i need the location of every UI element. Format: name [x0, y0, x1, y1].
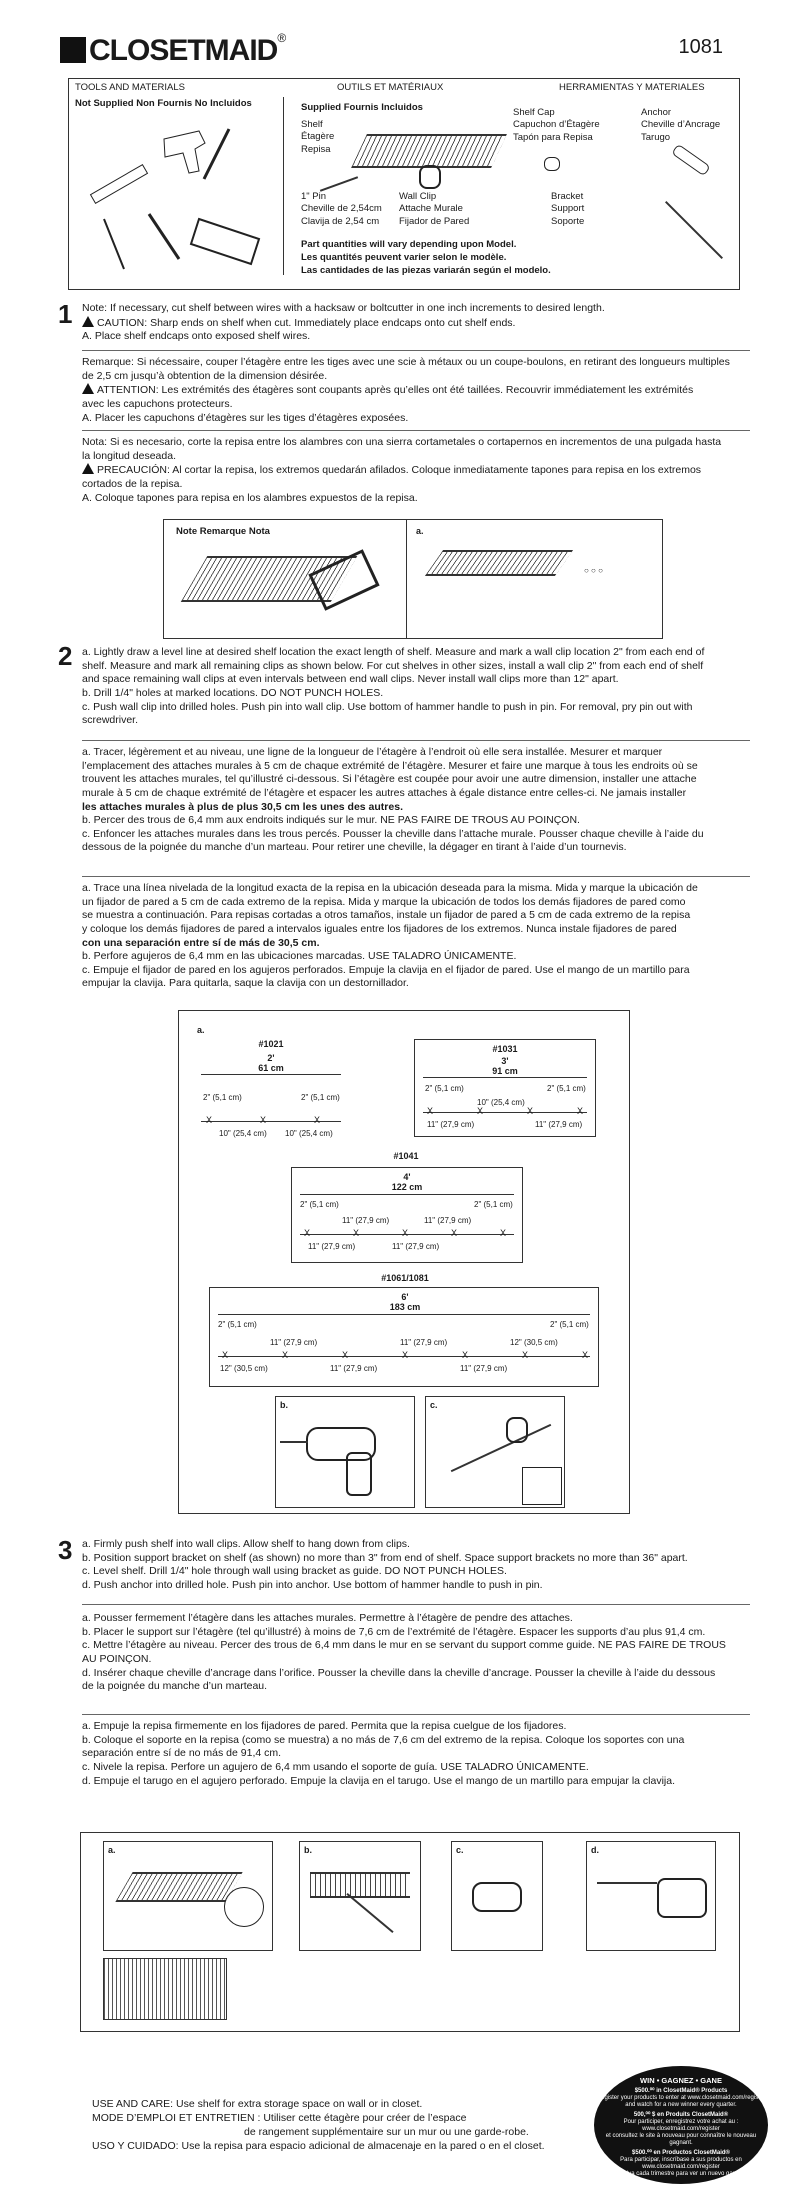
level-icon [91, 165, 148, 204]
step-3-es [82, 1720, 750, 1788]
warning-icon [82, 463, 94, 474]
win-badge [594, 2066, 768, 2184]
step1-en-line: Note: If necessary, cut shelf between wires with a hacksaw or boltcutter in one inch increments to desired length. [82, 302, 605, 314]
step3-es-line: separación entre sí de no más de 91,4 cm. [82, 1747, 282, 1760]
step2-en-line: c. Push wall clip into drilled holes. Push pin into wall clip. Use bottom of hammer handle to push in pin. For removal, pry pin out with [82, 700, 693, 713]
divider [82, 1604, 750, 1605]
step1-fr-line: A. Placer les capuchons d’étagères sur les tiges d’étagères exposées. [82, 411, 409, 424]
step3-en-line: a. Firmly push shelf into wall clips. Allow shelf to hang down from clips. [82, 1538, 410, 1550]
clip-gap: 11" (27,9 cm) [424, 1216, 472, 1225]
use-care-es [92, 2140, 545, 2154]
step-1-figure [163, 519, 663, 639]
step-1-en [82, 302, 750, 344]
step-2-figure [178, 1010, 643, 1514]
pencil-icon [104, 219, 124, 269]
bracket-icon [346, 1893, 393, 1933]
diagram-length-cm: 122 cm [391, 1182, 423, 1192]
shelf-hanging-drawing [103, 1958, 227, 2020]
wall-clip-label-fr: Attache Murale [399, 203, 463, 215]
pin-label [301, 191, 382, 228]
step3-fr-line: AU POINÇON. [82, 1652, 152, 1665]
shelf-endcap-drawing [425, 550, 573, 576]
quantity-note-fr: Les quantités peuvent varier selon le modèle. [301, 251, 507, 263]
use-care-es-label: USO Y CUIDADO: [92, 2140, 179, 2152]
step2-fr-line: c. Enfoncer les attaches murales dans les trous percés. Pousser la cheville dans l’attache murale. Pousser chaque cheville à l’aide du [82, 827, 704, 840]
clip-gap: 12" (30,5 cm) [510, 1338, 558, 1347]
badge-line: y vuelva cada trimestre para ver un nuevo ganador. [612, 2171, 750, 2178]
tools-drawing [79, 119, 279, 279]
pin-label-en: 1" Pin [301, 191, 327, 202]
wall-clip-label [399, 191, 469, 228]
anchor-label-en: Anchor [641, 107, 672, 118]
badge-line: Para participar, inscríbase a sus productos en [620, 2156, 742, 2163]
clip-gap: 11" (27,9 cm) [400, 1338, 448, 1347]
clip-detail-circle [224, 1887, 264, 1927]
clip-gap: 11" (27,9 cm) [330, 1364, 378, 1373]
clip-gap: 11" (27,9 cm) [427, 1120, 475, 1129]
figure-note-panel [164, 520, 407, 639]
step3-es-line: b. Coloque el soporte en la repisa (como se muestra) a no más de 7,6 cm del extremo de la repisa. Coloque los soportes con una [82, 1733, 685, 1746]
diagram-length-cm: 91 cm [492, 1066, 518, 1076]
dimension-line [423, 1077, 587, 1078]
divider [82, 740, 750, 741]
step2-es-line: y coloque los demás fijadores de pared a intervalos iguales entre los fijadores de los extremos. Nunca instale fijadores de pared [82, 922, 677, 935]
diagram-1041 [291, 1167, 550, 1263]
step3-es-line: a. Empuje la repisa firmemente en los fijadores de pared. Permita que la repisa cuelgue de los fijadores. [82, 1720, 567, 1732]
use-care-fr-label: MODE D’EMPLOI ET ENTRETIEN : [92, 2112, 261, 2124]
step2-fr-line: murale à 5 cm de chaque extrémité de l’étagère et espacer les autres attaches à égale distance entre celles-ci. Ne jamais installer [82, 786, 687, 799]
warning-icon [82, 316, 94, 327]
step-1-number: 1 [58, 299, 73, 329]
badge-line: Register your products to enter at www.closetmaid.com/register [596, 2095, 766, 2102]
step2-fr-line: l’emplacement des attaches murales à 5 cm de chaque extrémité de l’étagère. Mesurer et faire une marque à tous les endroits où se [82, 759, 698, 772]
step2-es-line: se muestra a continuación. Para repisas cortadas a otros tamaños, instale un fijador de pared a 5 cm de cada extremo de la repisa [82, 909, 691, 922]
step2-es-line: un fijador de pared a 5 cm de cada extremo de la repisa. Mida y marque la ubicación de todos los demás fijadores de pared como [82, 895, 686, 908]
step2-fr-line: les attaches murales à plus de plus 30,5 cm les unes des autres. [82, 800, 403, 813]
clip-gap: 11" (27,9 cm) [270, 1338, 318, 1347]
shelf-cap-label-en: Shelf Cap [513, 107, 555, 118]
brand-logo [60, 30, 286, 67]
screwdriver-icon [149, 214, 179, 259]
shelf-icon [351, 134, 507, 168]
model-number: 1081 [678, 36, 723, 58]
step1-es-line: A. Coloque tapones para repisa en los alambres expuestos de la repisa. [82, 491, 418, 504]
drill-icon [472, 1882, 522, 1912]
tools-divider [283, 97, 284, 275]
step2-en-line: and space remaining wall clips at even intervals between end wall clips. Never install wall clips more than 12" apart. [82, 673, 619, 686]
wall-clip-icon [419, 165, 441, 189]
step-3-en [82, 1538, 750, 1593]
figure-3a-panel [103, 1841, 273, 1951]
end-offset-right: 2" (5,1 cm) [474, 1200, 513, 1209]
figure-3c-panel [451, 1841, 543, 1951]
figure-3b-panel [299, 1841, 421, 1951]
diagram-1031 [414, 1039, 628, 1137]
divider [82, 876, 750, 877]
clip-gap: 11" (27,9 cm) [392, 1242, 440, 1251]
not-supplied-label: Not Supplied Non Fournis No Incluidos [75, 98, 252, 109]
step1-es-line: Nota: Si es necesario, corte la repisa entre los alambres con una sierra cortametales o cortapernos en incrementos de una pulgada hasta [82, 436, 722, 448]
clip-marks: XXXXX [304, 1228, 550, 1238]
step1-es-line: la longitud deseada. [82, 449, 176, 462]
anchor-label [641, 107, 720, 144]
clip-marks: XXXXXXX [222, 1350, 643, 1360]
endcap-icons: ○ ○ ○ [584, 566, 603, 575]
end-offset-right: 2" (5,1 cm) [547, 1084, 586, 1093]
step-3-fr [82, 1612, 750, 1694]
step2-en-line: shelf. Measure and mark all remaining clips as shown below. For cut shelves in other sizes, install a wall clip 2" from each end of shelf [82, 659, 704, 672]
diagram-model: #1041 [393, 1151, 419, 1161]
clip-gap: 10" (25,4 cm) [477, 1098, 525, 1107]
use-care-en-text: Use shelf for extra storage space on wall or in closet. [176, 2098, 423, 2110]
anchor-label-es: Tarugo [641, 131, 671, 143]
shelf-cap-label-es: Tapón para Repisa [513, 131, 593, 143]
use-care-fr-text: Utiliser cette étagère pour créer de l’espace [263, 2112, 467, 2124]
step2-es-line: b. Perfore agujeros de 6,4 mm en las ubicaciones marcadas. USE TALADRO ÚNICAMENTE. [82, 950, 517, 963]
step3-fr-line: de la poignée du manche d’un marteau. [82, 1680, 268, 1693]
step2-fr-line: trouvent les attaches murales, tel qu’illustré ci-dessous. Si l’étagère est coupée pour avoir une autre dimension, installer une attache [82, 773, 697, 786]
diagram-model-1061-1081: #1061/1081 [381, 1273, 429, 1283]
bracket-label-fr: Support [551, 203, 585, 215]
shelf-drawing [310, 1872, 410, 1898]
brand-mark: ® [277, 30, 286, 45]
badge-line: Pour participer, enregistrez votre achat au : www.closetmaid.com/register [623, 2118, 739, 2132]
step2-fr-line: b. Percer des trous de 6,4 mm aux endroits indiqués sur le mur. NE PAS FAIRE DE TROUS AU POINÇON. [82, 814, 580, 827]
badge-line: www.closetmaid.com/register [642, 2163, 720, 2170]
logo-square [60, 37, 86, 63]
step3-fr-line: c. Mettre l’étagère au niveau. Percer des trous de 6,4 mm dans le mur en se servant du support comme guide. NE PAS FAIRE DE TROUS [82, 1639, 726, 1652]
step1-en-line: A. Place shelf endcaps onto exposed shelf wires. [82, 330, 311, 343]
step2-fr-line: a. Tracer, légèrement et au niveau, une ligne de la longueur de l’étagère à l’endroit où elle sera installée. Mesurer et marquer [82, 746, 663, 758]
tools-heading-es: HERRAMIENTAS Y MATERIALES [559, 82, 705, 93]
figure-3d-panel [586, 1841, 716, 1951]
end-offset-left: 2" (5,1 cm) [425, 1084, 464, 1093]
shelf-cap-icon [544, 157, 560, 171]
wall-clip-label-es: Fijador de Pared [399, 215, 470, 227]
shelf-label [301, 119, 334, 156]
step2-en-line: b. Drill 1/4" holes at marked locations. DO NOT PUNCH HOLES. [82, 686, 384, 699]
step3-fr-line: d. Insérer chaque cheville d’ancrage dans l’orifice. Pousser la cheville dans la cheville d’ancrage. Pousser la cheville à l’aide du dessous [82, 1666, 716, 1679]
tools-heading-en: TOOLS AND MATERIALS [75, 82, 185, 93]
figure-note-label: Note Remarque Nota [176, 526, 270, 537]
brand-name: CLOSETMAID [89, 33, 278, 67]
step-2-fr [82, 746, 750, 855]
shelf-label-es: Repisa [301, 143, 331, 155]
end-offset-right: 2" (5,1 cm) [550, 1320, 589, 1329]
clip-gap: 10" (25,4 cm) [219, 1129, 267, 1138]
hammer-icon [657, 1878, 707, 1918]
divider [82, 430, 750, 431]
step2-es-line: con una separación entre sí de más de 30,5 cm. [82, 936, 320, 949]
tools-materials-box [68, 78, 740, 290]
shelf-cap-label [513, 107, 600, 144]
anchor-icon [671, 144, 711, 177]
diagram-model: #1021 [258, 1039, 284, 1049]
quantity-note-en: Part quantities will vary depending upon Model. [301, 239, 517, 250]
use-care-es-text: Use la repisa para espacio adicional de almacenaje en la pared o en el closet. [181, 2140, 545, 2152]
figure-b-label: b. [280, 1400, 288, 1410]
step1-fr-line: avec les capuchons protecteurs. [82, 397, 233, 410]
drill-bit-icon [204, 129, 229, 179]
badge-line: and watch for a new winner every quarter. [625, 2102, 737, 2109]
badge-line: $500.⁰⁰ in ClosetMaid® Products [634, 2088, 728, 2094]
step3-fr-line: a. Pousser fermement l’étagère dans les attaches murales. Permettre à l’étagère de pendre des attaches. [82, 1612, 573, 1624]
step3-en-line: c. Level shelf. Drill 1/4" hole through wall using bracket as guide. DO NOT PUNCH HOLES. [82, 1565, 507, 1578]
tools-heading-fr: OUTILS ET MATÉRIAUX [337, 82, 444, 93]
anchor-icon [597, 1882, 657, 1884]
clip-gap: 11" (27,9 cm) [460, 1364, 508, 1373]
figure-b-panel [275, 1396, 415, 1508]
step2-es-line: empujar la clavija. Para quitarla, saque la clavija con un destornillador. [82, 977, 409, 990]
end-offset-left: 2" (5,1 cm) [300, 1200, 339, 1209]
pin-label-fr: Cheville de 2,54cm [301, 203, 382, 215]
bracket-icon [665, 201, 723, 259]
step-2-en [82, 646, 750, 728]
step3-es-line: d. Empuje el tarugo en el agujero perforado. Empuje la clavija en el tarugo. Use el mango de un martillo para empujar la clavija. [82, 1774, 675, 1787]
clip-gap: 12" (30,5 cm) [220, 1364, 268, 1373]
anchor-label-fr: Cheville d’Ancrage [641, 119, 721, 131]
figure-a-label: a. [416, 526, 424, 536]
diagram-length-ft: 2' [267, 1053, 275, 1063]
step1-en-line: CAUTION: Sharp ends on shelf when cut. Immediately place endcaps onto cut shelf ends. [97, 316, 516, 329]
drill-icon [164, 131, 205, 173]
figure-3d-label: d. [591, 1845, 599, 1855]
dimension-line [300, 1194, 514, 1195]
diagram-length-cm: 61 cm [258, 1063, 284, 1073]
badge-line: $500.⁰⁰ en Productos ClosetMaid® [632, 2149, 730, 2156]
shelf-label-en: Shelf [301, 119, 323, 130]
step3-en-line: d. Push anchor into drilled hole. Push pin into anchor. Use bottom of hammer handle to push in pin. [82, 1578, 543, 1591]
dimension-line [201, 1074, 341, 1075]
divider [82, 1714, 750, 1715]
clip-marks: XXXX [427, 1106, 628, 1116]
badge-title: WIN • GAGNEZ • GANE [640, 2076, 722, 2085]
divider [82, 350, 750, 351]
quantity-note [301, 239, 551, 277]
bracket-label-es: Soporte [551, 215, 585, 227]
diagram-model: #1031 [492, 1044, 518, 1054]
use-care-fr-cont: de rangement supplémentaire sur un mur ou une garde-robe. [244, 2126, 529, 2138]
step1-fr-line: de 2,5 cm jusqu’à obtention de la dimension désirée. [82, 369, 328, 382]
step-2-number: 2 [58, 641, 73, 671]
use-care-en [92, 2098, 422, 2112]
hacksaw-icon [191, 219, 259, 264]
step-1-es [82, 436, 750, 505]
step-2-es [82, 882, 750, 991]
pin-label-es: Clavija de 2,54 cm [301, 215, 380, 227]
figure-a-label: a. [197, 1025, 205, 1035]
diagram-length-ft: 3' [501, 1056, 509, 1066]
supplied-label: Supplied Fournis Incluidos [301, 102, 423, 113]
step3-es-line: c. Nivele la repisa. Perfore un agujero de 6,4 mm usando el soporte de guía. USE TALADRO ÚNICAMENTE. [82, 1760, 589, 1773]
step-1-fr [82, 356, 750, 425]
end-offset-right: 2" (5,1 cm) [301, 1093, 340, 1102]
step2-es-line: c. Empuje el fijador de pared en los agujeros perforados. Empuje la clavija en el fijador de pared. Use el mango de un martillo para [82, 963, 690, 976]
badge-line: et consultez le site à nouveau pour connaître le nouveau gagnant. [605, 2133, 757, 2147]
diagram-length-cm: 183 cm [389, 1302, 421, 1312]
clip-gap: 10" (25,4 cm) [285, 1129, 333, 1138]
quantity-note-es: Las cantidades de las piezas variarán según el modelo. [301, 264, 551, 276]
bracket-label [551, 191, 584, 228]
shelf-cap-label-fr: Capuchon d’Étagère [513, 119, 600, 131]
step-3-number: 3 [58, 1535, 73, 1565]
diagram-length-ft: 4' [403, 1172, 411, 1182]
clip-marks: XXX [206, 1115, 369, 1125]
step2-fr-line: dessous de la poignée du manche d’un marteau. Pour retirer une cheville, la dégager en tirant à l’aide d’un tournevis. [82, 841, 627, 854]
diagram-1021 [201, 1039, 369, 1149]
figure-3b-label: b. [304, 1845, 312, 1855]
clip-gap: 11" (27,9 cm) [535, 1120, 583, 1129]
hammer-inset [522, 1467, 562, 1505]
end-offset-left: 2" (5,1 cm) [203, 1093, 242, 1102]
step1-es-line: PRECAUCIÓN: Al cortar la repisa, los extremos quedarán afilados. Coloque inmediatamente tapones para repisa en los extremos [97, 464, 702, 477]
dimension-line [218, 1314, 590, 1315]
pin-icon [320, 176, 358, 192]
warning-icon [82, 383, 94, 394]
diagram-1061-1081 [209, 1287, 643, 1387]
shelf-label-fr: Étagère [301, 131, 335, 143]
step2-en-line: screwdriver. [82, 714, 139, 727]
figure-c-panel [425, 1396, 565, 1508]
use-care-en-label: USE AND CARE: [92, 2098, 174, 2110]
figure-3c-label: c. [456, 1845, 464, 1855]
clip-gap: 11" (27,9 cm) [342, 1216, 390, 1225]
step2-en-line: a. Lightly draw a level line at desired shelf location the exact length of shelf. Measure and mark a wall clip location 2" from each end of [82, 646, 705, 658]
step1-fr-line: ATTENTION: Les extrémités des étagères sont coupants après qu’elles ont été taillées. Recouvrir immédiatement les extrémités [97, 384, 694, 397]
step2-es-line: a. Trace una línea nivelada de la longitud exacta de la repisa en la ubicación deseada para la misma. Mida y marque la ubicación de [82, 882, 698, 894]
step3-fr-line: b. Placer le support sur l’étagère (tel qu’illustré) à moins de 7,6 cm de l’extrémité de l’étagère. Espacer les supports d’au plus 91,4 cm. [82, 1625, 706, 1638]
diagram-length-ft: 6' [401, 1292, 409, 1302]
figure-3a-label: a. [108, 1845, 116, 1855]
figure-c-label: c. [430, 1400, 438, 1410]
end-offset-left: 2" (5,1 cm) [218, 1320, 257, 1329]
shelf-drawing [115, 1872, 242, 1902]
badge-line: 500,⁰⁰ $ en Produits ClosetMaid® [633, 2111, 729, 2118]
pin-icon [451, 1424, 552, 1472]
drill-bit-icon [280, 1441, 308, 1443]
wall-clip-icon [506, 1417, 528, 1443]
bracket-label-en: Bracket [551, 191, 584, 202]
wall-clip-label-en: Wall Clip [399, 191, 437, 202]
step1-es-line: cortados de la repisa. [82, 477, 183, 490]
clip-gap: 11" (27,9 cm) [308, 1242, 356, 1251]
step-3-figure [80, 1832, 740, 2032]
use-care-fr [92, 2112, 466, 2126]
step3-en-line: b. Position support bracket on shelf (as shown) no more than 3" from end of shelf. Space support brackets no more than 36" apart. [82, 1551, 688, 1564]
drill-handle-icon [346, 1452, 372, 1496]
step1-fr-line: Remarque: Si nécessaire, couper l’étagère entre les tiges avec une scie à métaux ou un coupe-boulons, en retirant des longueurs multiples [82, 356, 730, 368]
